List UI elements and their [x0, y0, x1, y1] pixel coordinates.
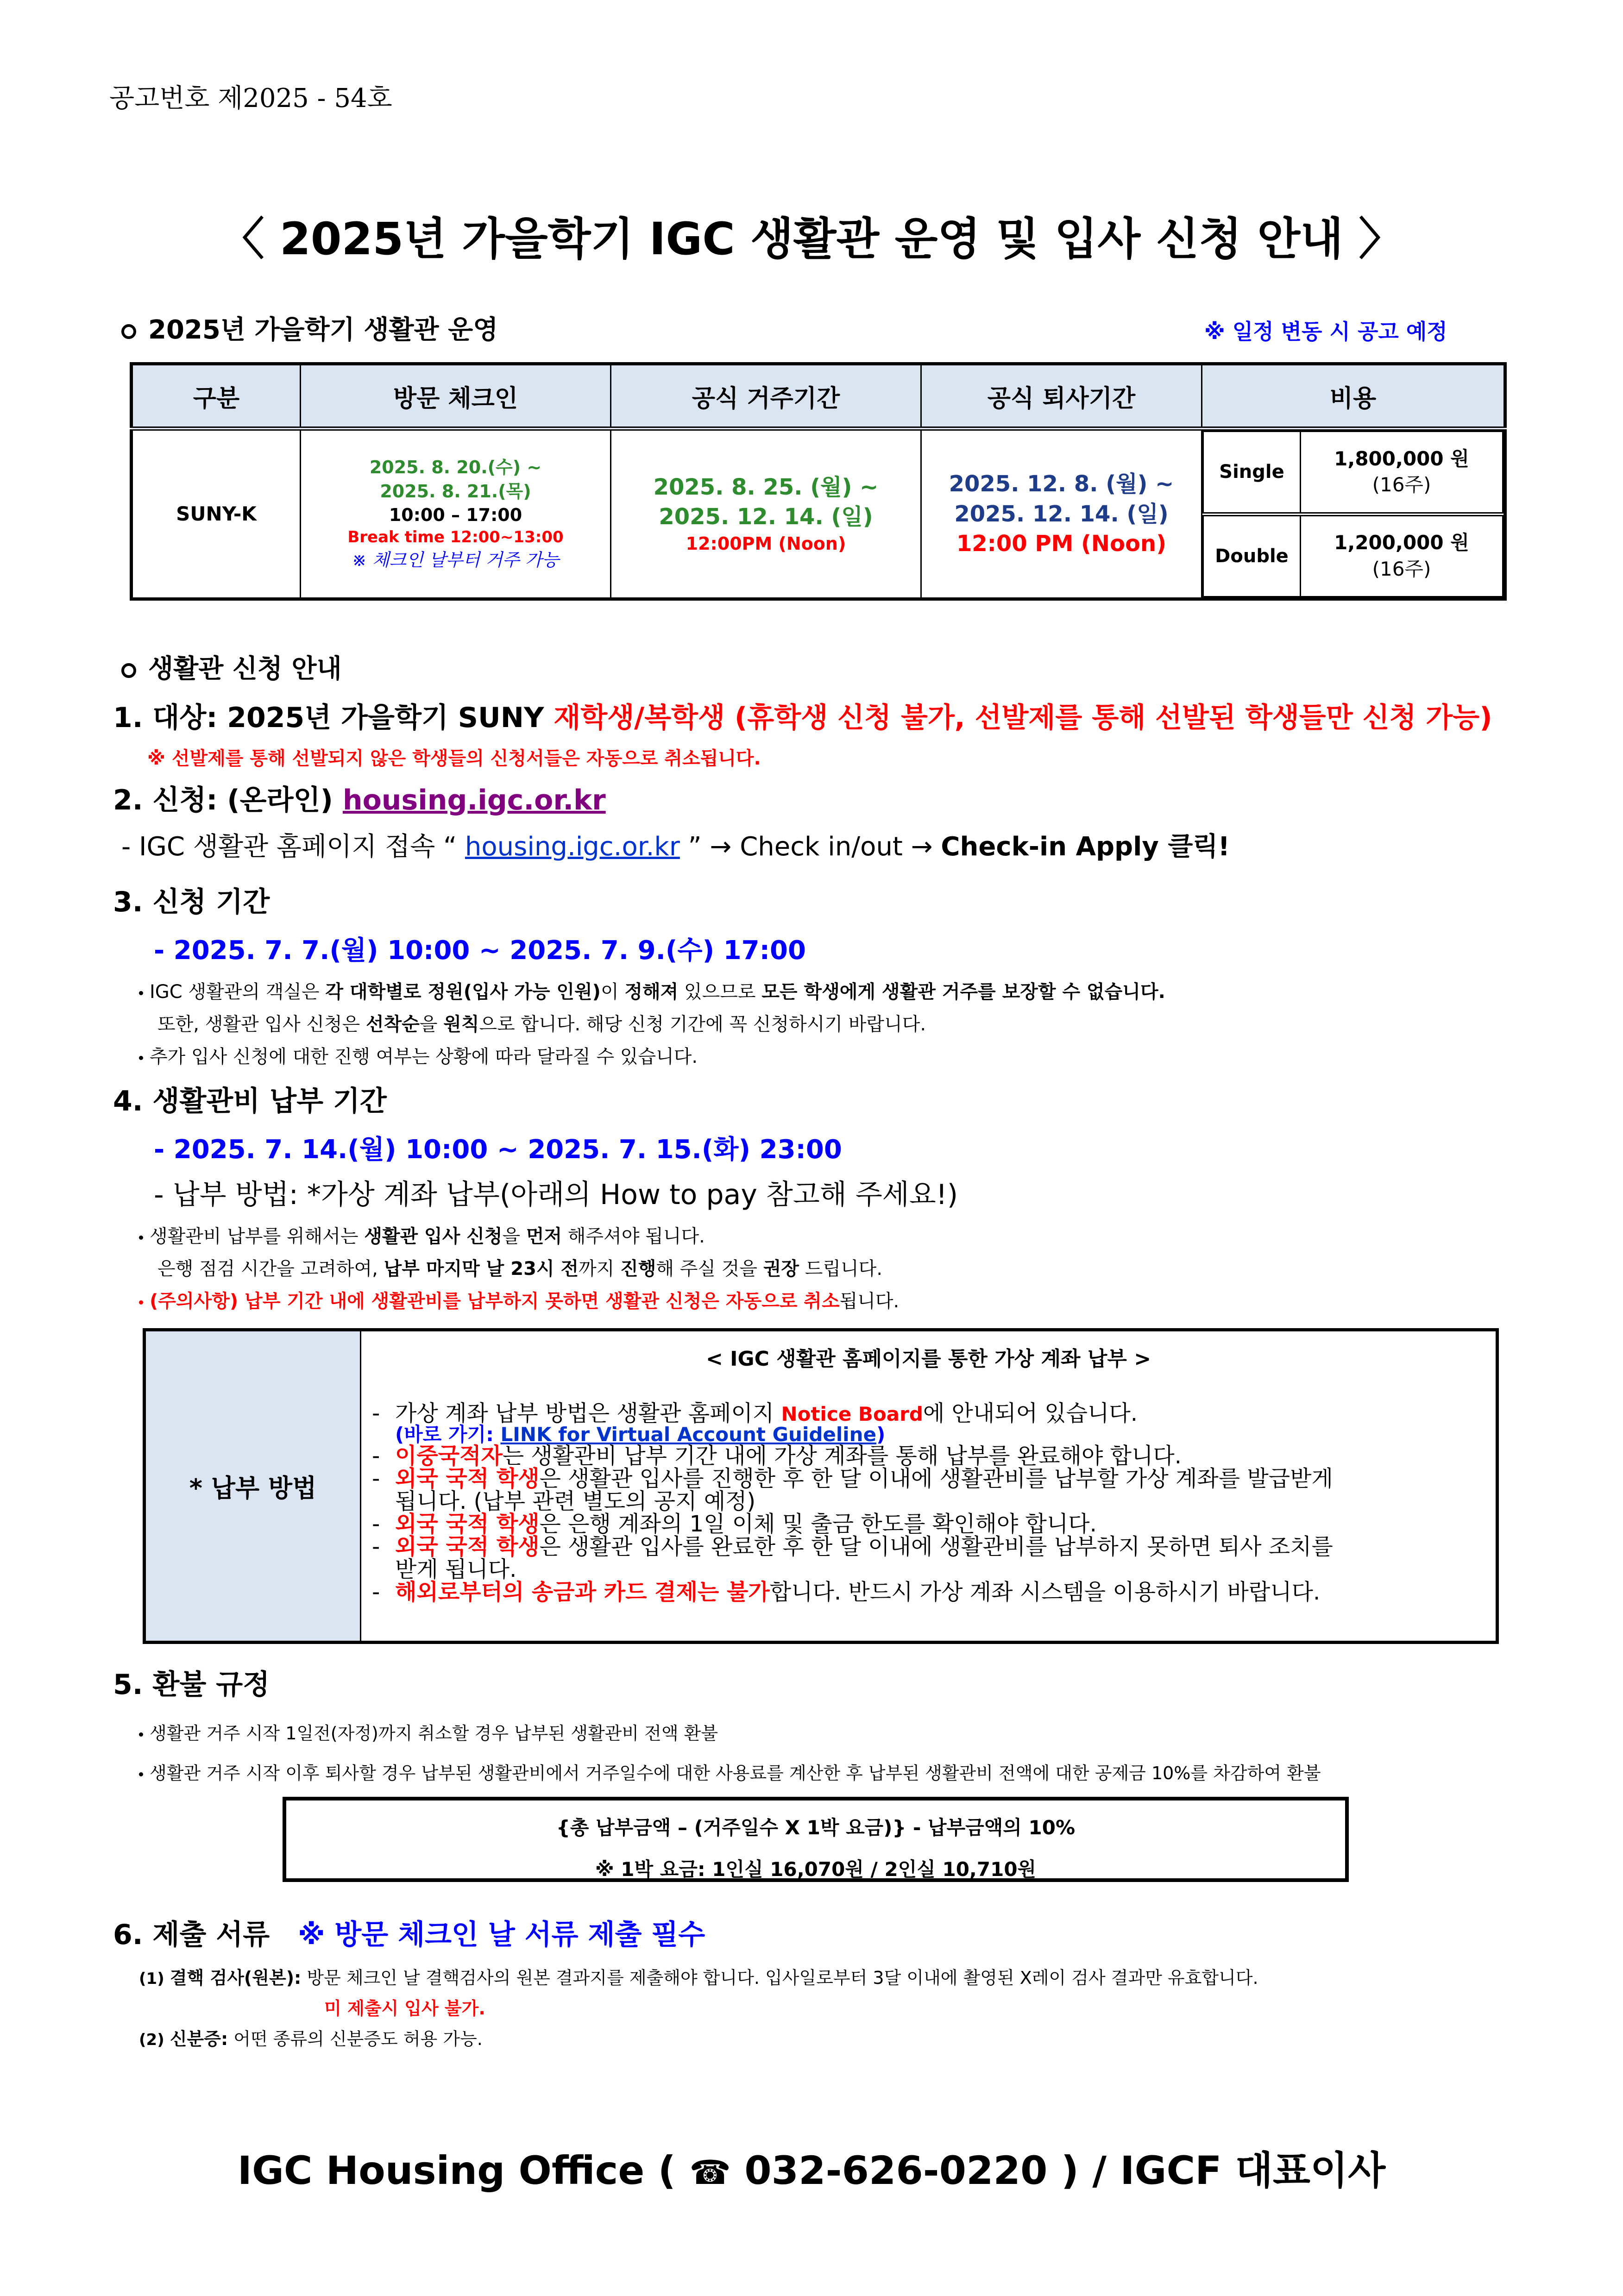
item1-highlight: 재학생/복학생 (휴학생 신청 불가, 선발제를 통해 선발된 학생들만 신청 가능)	[554, 702, 1492, 734]
checkin-break: Break time 12:00~13:00	[347, 528, 564, 547]
checkout-cell	[921, 429, 1202, 599]
pay-l4-red: 외국 국적 학생	[395, 1465, 540, 1492]
pay-l7-tail: 합니다. 반드시 가상 계좌 시스템을 이용하시기 바랍니다.	[769, 1579, 1321, 1605]
notice-board-text: Notice Board	[781, 1403, 923, 1425]
pay-l5-red: 외국 국적 학생	[395, 1511, 540, 1537]
refund-formula: {총 납부금액 – (거주일수 X 1박 요금)} - 납부금액의 10%	[556, 1816, 1076, 1839]
item3-l2-c: 을	[419, 1014, 438, 1035]
notice-number: 공고번호 제2025 - 54호	[109, 83, 392, 113]
item3-b1-a: IGC 생활관의 객실은	[150, 981, 320, 1003]
item4-l2-d: 진행	[620, 1258, 656, 1280]
payment-method-label: * 납부 방법	[145, 1330, 361, 1643]
housing-link-inline[interactable]: housing.igc.or.kr	[465, 832, 680, 862]
circle-bullet-icon	[121, 324, 136, 339]
pay-l2-b: )	[876, 1423, 886, 1446]
nightly-rate: ※ 1박 요금: 1인실 16,070원 / 2인실 10,710원	[595, 1858, 1037, 1881]
item3-b1-c: 이	[600, 981, 619, 1003]
item3-b2: 추가 입사 신청에 대한 진행 여부는 상황에 따라 달라질 수 있습니다.	[150, 1046, 698, 1067]
program-name: SUNY-K	[132, 429, 301, 599]
item3-period: - 2025. 7. 7.(월) 10:00 ~ 2025. 7. 9.(수) 17:00	[154, 935, 806, 966]
payment-line: - 가상 계좌 납부 방법은 생활관 홈페이지 Notice Board에 안내되어 있습니다.	[372, 1400, 1138, 1426]
item2-detail-suffix: ” → Check in/out →	[688, 832, 933, 862]
item2-apply	[113, 778, 606, 818]
item4-b1-b: 생활관 입사 신청	[364, 1226, 503, 1247]
cost-double	[1301, 514, 1503, 597]
item4-l2-e: 해 주실 것을	[656, 1258, 758, 1280]
payment-line: - 외국 국적 학생은 은행 계좌의 1일 이체 및 출금 한도를 확인해야 합니다.	[372, 1511, 1097, 1537]
section2-heading-text: 생활관 신청 안내	[148, 654, 342, 684]
doc2-label: 신분증:	[170, 2029, 228, 2049]
header-category: 구분	[132, 364, 301, 429]
item4-label: 4. 생활관비 납부 기간	[113, 1085, 387, 1117]
item3-bullet1	[139, 977, 1165, 1004]
checkout-time: 12:00 PM (Noon)	[956, 531, 1167, 557]
pay-l5-tail: 은 은행 계좌의 1일 이체 및 출금 한도를 확인해야 합니다.	[539, 1511, 1097, 1537]
item3-b1-f: 모든 학생에게 생활관 거주를 보장할 수 없습니다.	[761, 981, 1165, 1003]
footer-office: IGC Housing Office (	[237, 2148, 676, 2193]
doc2-text: 어떤 종류의 신분증도 허용 가능.	[233, 2029, 483, 2049]
item4-bullet2	[139, 1286, 899, 1313]
item3-label: 3. 신청 기간	[113, 886, 270, 918]
item4-b1-d: 먼저	[526, 1226, 562, 1247]
section1-heading-text: 2025년 가을학기 생활관 운영	[148, 315, 498, 345]
pay-l6-cont: 받게 됩니다.	[395, 1556, 517, 1582]
doc2-number: (2)	[139, 2031, 164, 2049]
doc1-number: (1)	[139, 1970, 164, 1988]
item6-heading	[113, 1913, 705, 1952]
doc1-warning: 미 제출시 입사 불가.	[324, 1998, 485, 2019]
payment-line: - 해외로부터의 송금과 카드 결제는 불가합니다. 반드시 가상 계좌 시스템을 이용하시기 바랍니다.	[372, 1579, 1321, 1605]
item3-l2-b: 선착순	[365, 1014, 420, 1035]
cost-type-single: Single	[1203, 432, 1301, 514]
telephone-icon: ☎	[689, 2153, 731, 2192]
section1-heading	[121, 309, 498, 346]
item4-bullet1-line2	[157, 1254, 882, 1280]
payment-method-box	[143, 1328, 1499, 1644]
item3-b1-b: 각 대학별로 정원(입사 가능 인원)	[325, 981, 601, 1003]
pay-l4-cont: 됩니다. (납부 관련 별도의 공지 예정)	[395, 1488, 756, 1514]
checkin-date-end: 2025. 8. 21.(목)	[380, 481, 531, 502]
item5-b1: 생활관 거주 시작 1일전(자정)까지 취소할 경우 납부된 생활관비 전액 환불	[150, 1723, 718, 1744]
residence-start: 2025. 8. 25. (월) ~	[653, 474, 879, 500]
pay-l2-a: (바로 가기:	[395, 1423, 494, 1446]
cost-type-double: Double	[1203, 514, 1301, 597]
checkin-apply-text: Check-in Apply 클릭!	[941, 832, 1230, 862]
payment-line: - 이중국적자는 생활관비 납부 기간 내에 가상 계좌를 통해 납부를 완료해야 합니다.	[372, 1443, 1182, 1469]
item3-b1-d: 정해져	[624, 981, 679, 1003]
pay-l6-red: 외국 국적 학생	[395, 1533, 540, 1560]
document-tb	[139, 1964, 1258, 1989]
schedule-table	[130, 362, 1507, 601]
header-residence: 공식 거주기간	[611, 364, 921, 429]
bullet-dot	[139, 1772, 143, 1776]
pay-l4-tail: 은 생활관 입사를 진행한 후 한 달 이내에 생활관비를 납부할 가상 계좌를 발급받게	[539, 1465, 1333, 1492]
item4-b1-a: 생활관비 납부를 위해서는	[150, 1226, 359, 1247]
checkin-note: ※ 체크인 날부터 거주 가능	[352, 550, 560, 571]
pay-l3-red: 이중국적자	[395, 1443, 503, 1469]
checkout-start: 2025. 12. 8. (월) ~	[949, 470, 1174, 497]
item1-label: 1. 대상: 2025년 가을학기 SUNY	[113, 702, 544, 734]
residence-time: 12:00PM (Noon)	[686, 533, 846, 554]
bullet-dot	[139, 1236, 143, 1240]
payment-line: - 외국 국적 학생은 생활관 입사를 완료한 후 한 달 이내에 생활관비를 납부하지 못하면 퇴사 조치를 받게 됩니다.	[372, 1533, 1333, 1582]
doc1-text: 방문 체크인 날 결핵검사의 원본 결과지를 제출해야 합니다. 입사일로부터 3달 이내에 촬영된 X레이 검사 결과만 유효합니다.	[307, 1968, 1258, 1988]
item3-l2-d: 원칙	[443, 1014, 479, 1035]
payment-box-header: < IGC 생활관 홈페이지를 통한 가상 계좌 납부 >	[705, 1347, 1151, 1371]
item4-l2-a: 은행 점검 시간을 고려하여,	[157, 1258, 378, 1280]
page-title: 〈 2025년 가을학기 IGC 생활관 운영 및 입사 신청 안내 〉	[220, 213, 1403, 265]
pay-l7-red: 해외로부터의 송금과 카드 결제는 불가	[395, 1579, 770, 1605]
header-checkin: 방문 체크인	[301, 364, 611, 429]
item3-b1-e: 있으므로	[684, 981, 756, 1003]
schedule-change-note: ※ 일정 변동 시 공고 예정	[1204, 319, 1447, 344]
item4-bullet1	[139, 1222, 705, 1248]
item3-bullet2	[139, 1042, 698, 1068]
circle-bullet-icon	[121, 663, 136, 678]
pay-l6-tail: 은 생활관 입사를 완료한 후 한 달 이내에 생활관비를 납부하지 못하면 퇴사 조치를	[539, 1533, 1333, 1560]
item3-bullet1-line2	[157, 1010, 926, 1036]
virtual-account-guide-link[interactable]: LINK for Virtual Account Guideline	[500, 1423, 877, 1446]
cost-double-weeks: (16주)	[1372, 557, 1431, 580]
checkin-cell	[301, 429, 611, 599]
item4-b2-warning: (주의사항) 납부 기간 내에 생활관비를 납부하지 못하면 생활관 신청은 자동으로 취소	[150, 1291, 840, 1312]
footer-contact	[0, 2139, 1623, 2196]
item1-target	[113, 696, 1492, 735]
bullet-dot	[139, 1732, 143, 1737]
cost-single-price: 1,800,000 원	[1334, 447, 1469, 470]
payment-line: - 외국 국적 학생은 생활관 입사를 진행한 후 한 달 이내에 생활관비를 납부할 가상 계좌를 발급받게 됩니다. (납부 관련 별도의 공지 예정)	[372, 1465, 1333, 1514]
document-id	[139, 2025, 483, 2050]
section2-heading	[121, 648, 342, 685]
item4-l2-b: 납부 마지막 날 23시 전	[384, 1258, 579, 1280]
header-checkout: 공식 퇴사기간	[921, 364, 1202, 429]
residence-end: 2025. 12. 14. (일)	[659, 504, 873, 530]
item4-method: - 납부 방법: *가상 계좌 납부(아래의 How to pay 참고해 주세요!)	[154, 1179, 958, 1211]
cost-cell	[1202, 429, 1505, 599]
item5-label: 5. 환불 규정	[113, 1669, 270, 1701]
item3-l2-a: 또한, 생활관 입사 신청은	[157, 1014, 360, 1035]
pay-l1-c: 에 안내되어 있습니다.	[923, 1400, 1138, 1426]
item4-b2-tail: 됩니다.	[839, 1291, 900, 1312]
checkout-end: 2025. 12. 14. (일)	[954, 501, 1169, 527]
bullet-dot	[139, 1056, 143, 1060]
pay-l3-tail: 는 생활관비 납부 기간 내에 가상 계좌를 통해 납부를 완료해야 합니다.	[502, 1443, 1182, 1469]
cost-double-price: 1,200,000 원	[1334, 531, 1469, 554]
item2-detail	[121, 826, 1230, 863]
item6-label-note: ※ 방문 체크인 날 서류 제출 필수	[298, 1919, 705, 1951]
cost-single-weeks: (16주)	[1372, 473, 1431, 496]
item4-period: - 2025. 7. 14.(월) 10:00 ~ 2025. 7. 15.(화) 23:00	[154, 1135, 842, 1165]
payment-line	[372, 1425, 1486, 1445]
header-cost: 비용	[1202, 364, 1505, 429]
item4-l2-f: 권장	[763, 1258, 799, 1280]
checkin-date-start: 2025. 8. 20.(수) ~	[369, 457, 542, 478]
item5-bullet2	[139, 1759, 1321, 1784]
residence-cell	[611, 429, 921, 599]
footer-tail: ) / IGCF 대표이사	[1061, 2148, 1386, 2193]
footer-phone: 032-626-0220	[744, 2148, 1048, 2193]
bullet-dot	[139, 1300, 143, 1305]
item4-l2-c: 까지	[579, 1258, 615, 1280]
payment-method-content	[361, 1330, 1497, 1643]
item4-b1-e: 해주셔야 됩니다.	[567, 1226, 705, 1247]
item1-note: ※ 선발제를 통해 선발되지 않은 학생들의 신청서들은 자동으로 취소됩니다.	[147, 748, 761, 769]
bullet-dot	[139, 991, 143, 995]
item5-bullet1	[139, 1719, 718, 1744]
checkin-time: 10:00 – 17:00	[389, 505, 522, 526]
payment-list	[362, 1402, 1495, 1603]
item5-b2: 생활관 거주 시작 이후 퇴사할 경우 납부된 생활관비에서 거주일수에 대한 사용료를 계산한 후 납부된 생활관비 전액에 대한 공제금 10%를 차감하여 환불	[150, 1763, 1321, 1783]
housing-link[interactable]: housing.igc.or.kr	[342, 784, 606, 816]
item2-label: 2. 신청: (온라인)	[113, 784, 333, 816]
item6-label: 6. 제출 서류	[113, 1919, 270, 1951]
pay-l1-a: 가상 계좌 납부 방법은 생활관 홈페이지	[395, 1400, 774, 1426]
item4-l2-g: 드립니다.	[805, 1258, 883, 1280]
cost-single	[1301, 432, 1503, 514]
item3-l2-e: 으로 합니다. 해당 신청 기간에 꼭 신청하시기 바랍니다.	[479, 1014, 926, 1035]
item4-b1-c: 을	[502, 1226, 521, 1247]
refund-formula-box	[283, 1797, 1349, 1882]
item2-detail-prefix: - IGC 생활관 홈페이지 접속 “	[121, 832, 457, 862]
doc1-label: 결핵 검사(원본):	[170, 1968, 302, 1988]
